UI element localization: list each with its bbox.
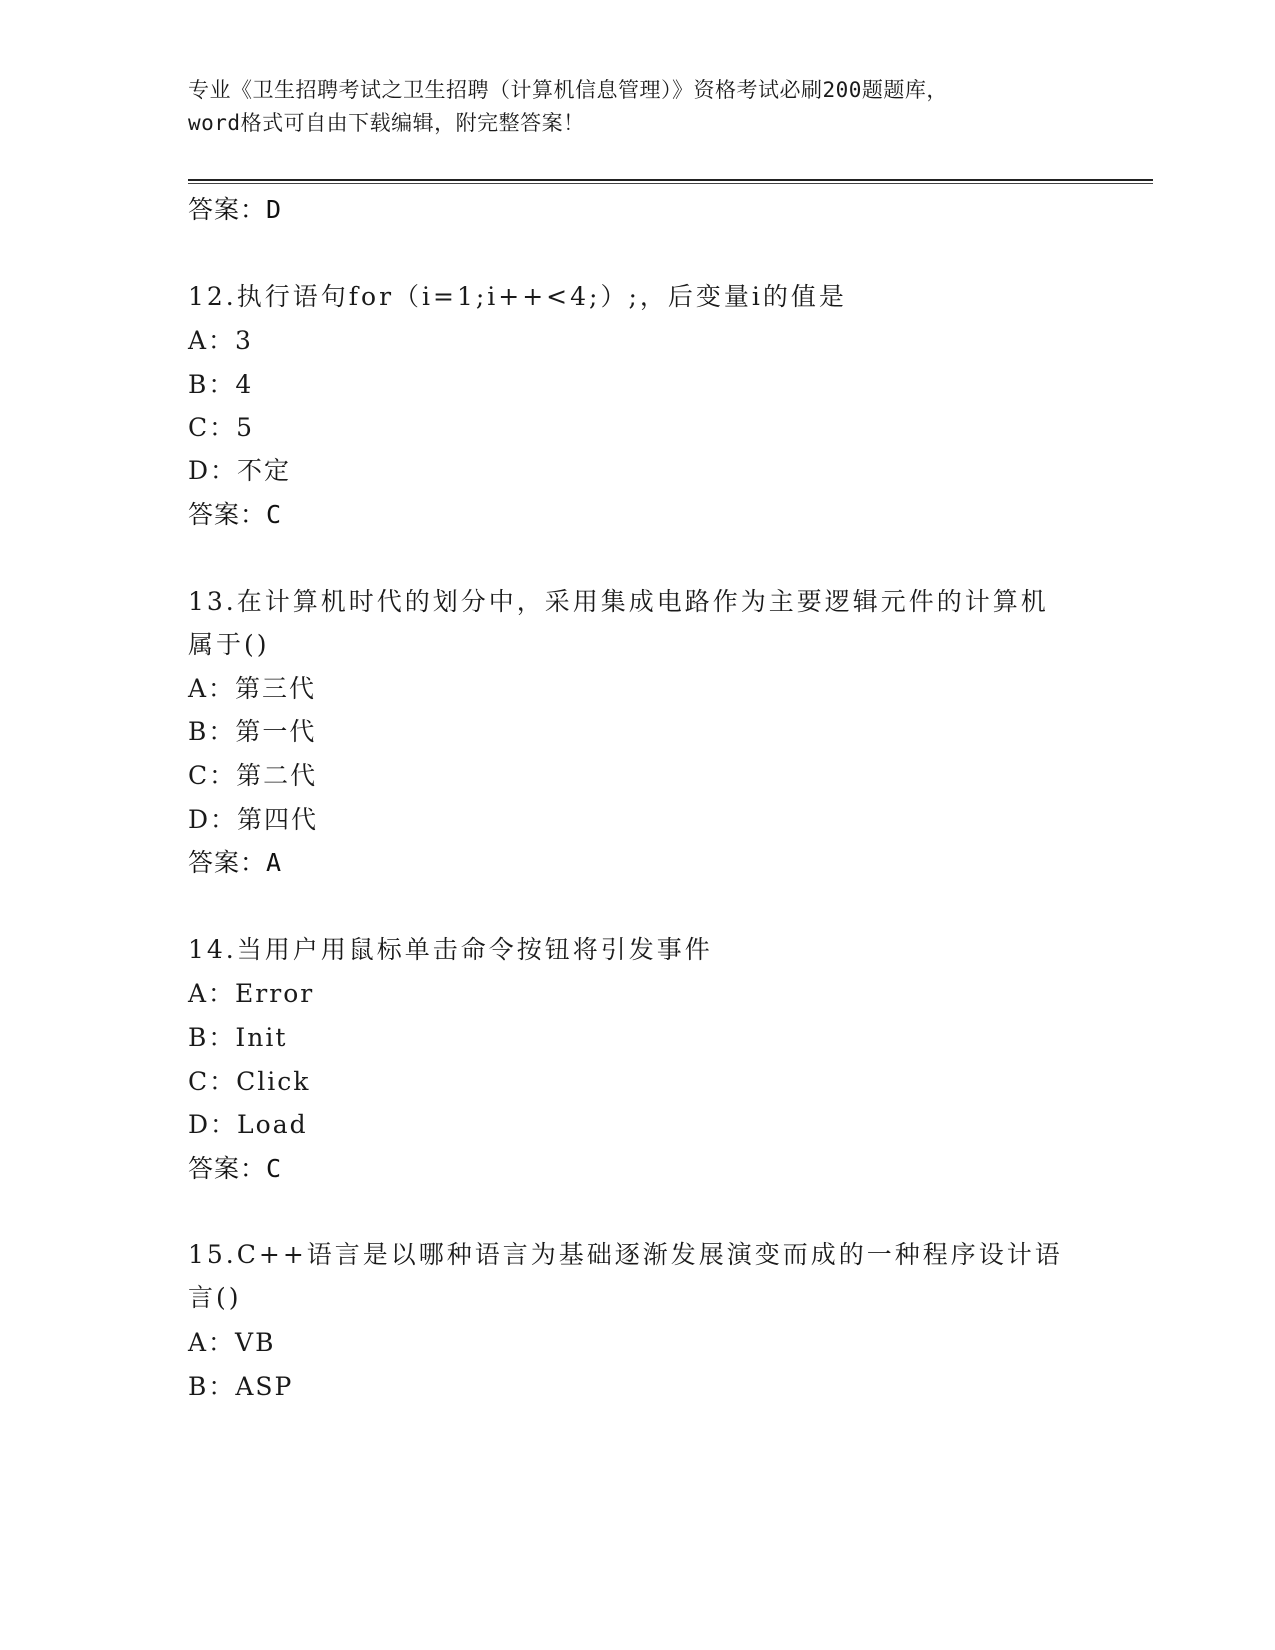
header-line-2: word格式可自由下载编辑，附完整答案！ [188, 111, 585, 135]
question-13-text-line-1: 13.在计算机时代的划分中，采用集成电路作为主要逻辑元件的计算机 [188, 587, 1049, 616]
question-12-text: 12.执行语句for（i=1;i++<4;）;，后变量i的值是 [188, 282, 847, 311]
question-13-text-line-2: 属于() [188, 630, 270, 659]
question-12-option-b: B：4 [188, 370, 254, 399]
question-14-option-d: D：Load [188, 1110, 308, 1139]
question-13-option-d: D：第四代 [188, 805, 319, 834]
question-12-answer: 答案：C [188, 500, 283, 529]
question-13-option-a: A：第三代 [188, 674, 317, 703]
question-14-text: 14.当用户用鼠标单击命令按钮将引发事件 [188, 935, 713, 964]
header-divider-thick [188, 179, 1153, 181]
question-14-answer: 答案：C [188, 1154, 283, 1183]
question-13-option-c: C：第二代 [188, 761, 318, 790]
question-14-option-c: C：Click [188, 1067, 311, 1096]
question-12-option-c: C：5 [188, 413, 255, 442]
question-12-option-a: A：3 [188, 326, 253, 355]
question-13-option-b: B：第一代 [188, 717, 317, 746]
question-15-option-a: A：VB [188, 1328, 276, 1357]
header-line-1: 专业《卫生招聘考试之卫生招聘（计算机信息管理）》资格考试必刷200题题库， [188, 78, 948, 102]
question-15-text-line-1: 15.C++语言是以哪种语言为基础逐渐发展演变而成的一种程序设计语 [188, 1240, 1063, 1269]
question-15-option-b: B：ASP [188, 1372, 294, 1401]
previous-answer: 答案：D [188, 195, 283, 224]
document-header [188, 74, 1088, 140]
question-15-text-line-2: 言() [188, 1283, 242, 1312]
question-14-option-b: B：Init [188, 1023, 288, 1052]
question-13-answer: 答案：A [188, 848, 283, 877]
header-divider-thin [188, 183, 1153, 184]
question-12-option-d: D：不定 [188, 456, 292, 485]
question-14-option-a: A：Error [188, 979, 315, 1008]
